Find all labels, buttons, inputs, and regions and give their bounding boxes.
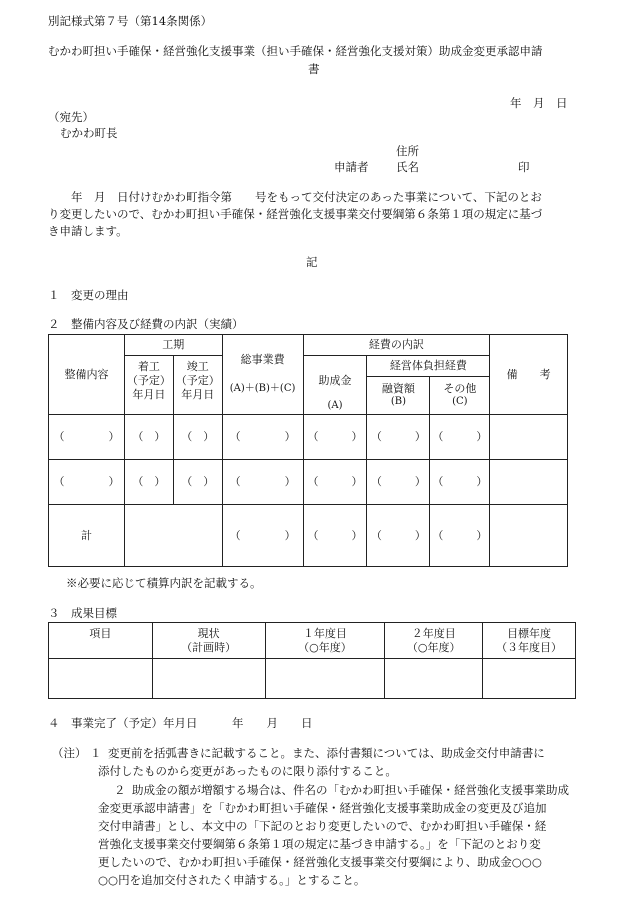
note-1-line-2: 添付したものから変更があったものに限り添付すること。 bbox=[98, 764, 397, 778]
total-joseikin: （ ） bbox=[303, 505, 367, 567]
note-2-line-4: 営強化支援事業交付要綱第６条第１項の規定に基づき申請する。」を「下記のとおり変 bbox=[98, 837, 541, 851]
section-3-heading: ３ 成果目標 bbox=[48, 606, 117, 620]
ki-heading: 記 bbox=[306, 255, 318, 269]
seal-mark: 印 bbox=[518, 160, 530, 174]
doc-title-line2: 書 bbox=[308, 62, 320, 76]
addressee: むかわ町長 bbox=[60, 126, 118, 140]
cell-yushi: （ ） bbox=[367, 460, 430, 505]
cell-year2 bbox=[385, 659, 483, 699]
date-line: 年 月 日 bbox=[510, 96, 568, 110]
cell-year1 bbox=[265, 659, 385, 699]
header-year2 bbox=[385, 623, 483, 659]
year2-l2: （○年度） bbox=[406, 640, 461, 654]
header-keihi: 経費の内訳 bbox=[303, 335, 490, 356]
shunko-l1: 竣工 bbox=[186, 360, 209, 373]
header-kouki: 工期 bbox=[124, 335, 222, 356]
cell-seibi: （ ） bbox=[49, 460, 125, 505]
cell-sonota: （ ） bbox=[430, 415, 490, 460]
sonota-label: その他 bbox=[443, 382, 477, 396]
cell-sonota: （ ） bbox=[430, 460, 490, 505]
year1-l1: １年度目 bbox=[302, 626, 347, 640]
note-2-line-2: 金変更承認申請書」を「むかわ町担い手確保・経営強化支援事業助成金の変更及び追加 bbox=[98, 801, 547, 815]
form-id: 別記様式第７号（第14条関係） bbox=[48, 14, 213, 28]
sonota-c: (C) bbox=[452, 396, 468, 408]
header-shunko bbox=[173, 356, 222, 415]
note-2-line-6: ○○円を追加交付されたく申請する。」とすること。 bbox=[98, 873, 366, 887]
notes-label: （注） bbox=[52, 746, 87, 760]
cell-yushi: （ ） bbox=[367, 415, 430, 460]
header-sonota bbox=[430, 377, 490, 415]
body-line-1: 年 月 日付けむかわ町指令第 号をもって交付決定のあった事業について、下記のとお bbox=[48, 190, 542, 204]
cell-item bbox=[49, 659, 153, 699]
total-label: 計 bbox=[49, 505, 125, 567]
table-row bbox=[49, 460, 568, 505]
header-seibi: 整備内容 bbox=[49, 335, 125, 415]
year2-l1: ２年度目 bbox=[411, 626, 456, 640]
year1-l2: （○年度） bbox=[298, 640, 352, 654]
total-sojigyohi: （ ） bbox=[222, 505, 303, 567]
header-year1 bbox=[265, 623, 385, 659]
joseikin-label: 助成金 bbox=[318, 374, 352, 387]
addressee-label: （宛先） bbox=[48, 110, 94, 124]
target-table bbox=[48, 622, 576, 699]
shunko-l3: 年月日 bbox=[181, 387, 215, 401]
cell-biko bbox=[490, 415, 568, 460]
table-row bbox=[49, 659, 576, 699]
table-row bbox=[49, 415, 568, 460]
note-2-line-3: 交付申請書」とし、本文中の「下記のとおり変更したいので、むかわ町担い手確保・経 bbox=[98, 819, 547, 833]
name-label: 氏名 bbox=[396, 160, 419, 174]
note-2-number: ２ bbox=[114, 783, 126, 797]
total-biko bbox=[490, 505, 568, 567]
current-l1: 現状 bbox=[197, 626, 220, 640]
cell-joseikin: （ ） bbox=[303, 460, 367, 505]
section-4-heading: ４ 事業完了（予定）年月日 年 月 日 bbox=[48, 716, 313, 730]
header-item: 項目 bbox=[49, 623, 153, 659]
cell-target bbox=[483, 659, 576, 699]
note-2-line-5: 更したいので、むかわ町担い手確保・経営強化支援事業交付要綱により、助成金○○○ bbox=[98, 855, 542, 869]
header-keiei: 経営体負担経費 bbox=[367, 356, 490, 377]
joseikin-a: (A) bbox=[327, 399, 343, 411]
cell-shunko: （ ） bbox=[173, 415, 222, 460]
cell-current bbox=[152, 659, 265, 699]
cell-chakko: （ ） bbox=[124, 460, 173, 505]
target-l1: 目標年度 bbox=[507, 626, 552, 640]
body-line-3: き申請します。 bbox=[48, 224, 128, 238]
section-2-heading: ２ 整備内容及び経費の内訳（実績） bbox=[48, 317, 244, 331]
chakko-l1: 着工 bbox=[137, 360, 160, 373]
doc-title-line1: むかわ町担い手確保・経営強化支援事業（担い手確保・経営強化支援対策）助成金変更承認申請 bbox=[48, 44, 543, 58]
chakko-l3: 年月日 bbox=[132, 387, 166, 401]
chakko-l2: （予定） bbox=[126, 373, 171, 387]
total-kouki bbox=[124, 505, 222, 567]
header-yushi bbox=[367, 377, 430, 415]
header-chakko bbox=[124, 356, 173, 415]
header-joseikin bbox=[303, 356, 367, 415]
cell-seibi: （ ） bbox=[49, 415, 125, 460]
address-label: 住所 bbox=[396, 144, 419, 158]
header-current bbox=[152, 623, 265, 659]
header-biko: 備 考 bbox=[490, 335, 568, 415]
sojigyohi-label: 総事業費 bbox=[240, 353, 285, 366]
cell-joseikin: （ ） bbox=[303, 415, 367, 460]
applicant-label: 申請者 bbox=[334, 160, 369, 174]
note-1-number: １ bbox=[90, 746, 102, 760]
cell-sojigyohi: （ ） bbox=[222, 460, 303, 505]
expense-table bbox=[48, 334, 568, 567]
section-1-heading: １ 変更の理由 bbox=[48, 288, 129, 302]
table-total-row bbox=[49, 505, 568, 567]
yushi-b: (B) bbox=[390, 396, 406, 408]
cell-chakko: （ ） bbox=[124, 415, 173, 460]
cell-biko bbox=[490, 460, 568, 505]
cell-sojigyohi: （ ） bbox=[222, 415, 303, 460]
header-target bbox=[483, 623, 576, 659]
cell-shunko: （ ） bbox=[173, 460, 222, 505]
current-l2: （計画時） bbox=[181, 640, 237, 654]
target-l2: （３年度目） bbox=[496, 640, 563, 654]
total-sonota: （ ） bbox=[430, 505, 490, 567]
sojigyohi-formula: (A)＋(B)＋(C) bbox=[229, 382, 296, 394]
body-line-2: り変更したいので、むかわ町担い手確保・経営強化支援事業交付要綱第６条第１項の規定に基づ bbox=[48, 207, 543, 221]
note-1-line-1: 変更前を括弧書きに記載すること。また、添付書類については、助成金交付申請書に bbox=[108, 746, 545, 760]
yushi-label: 融資額 bbox=[381, 382, 415, 396]
shunko-l2: （予定） bbox=[175, 373, 220, 387]
total-yushi: （ ） bbox=[367, 505, 430, 567]
header-sojigyohi bbox=[222, 335, 303, 415]
note-2-line-1: 助成金の額が増額する場合は、件名の「むかわ町担い手確保・経営強化支援事業助成 bbox=[132, 783, 569, 797]
table1-note: ※必要に応じて積算内訳を記載する。 bbox=[66, 576, 262, 590]
